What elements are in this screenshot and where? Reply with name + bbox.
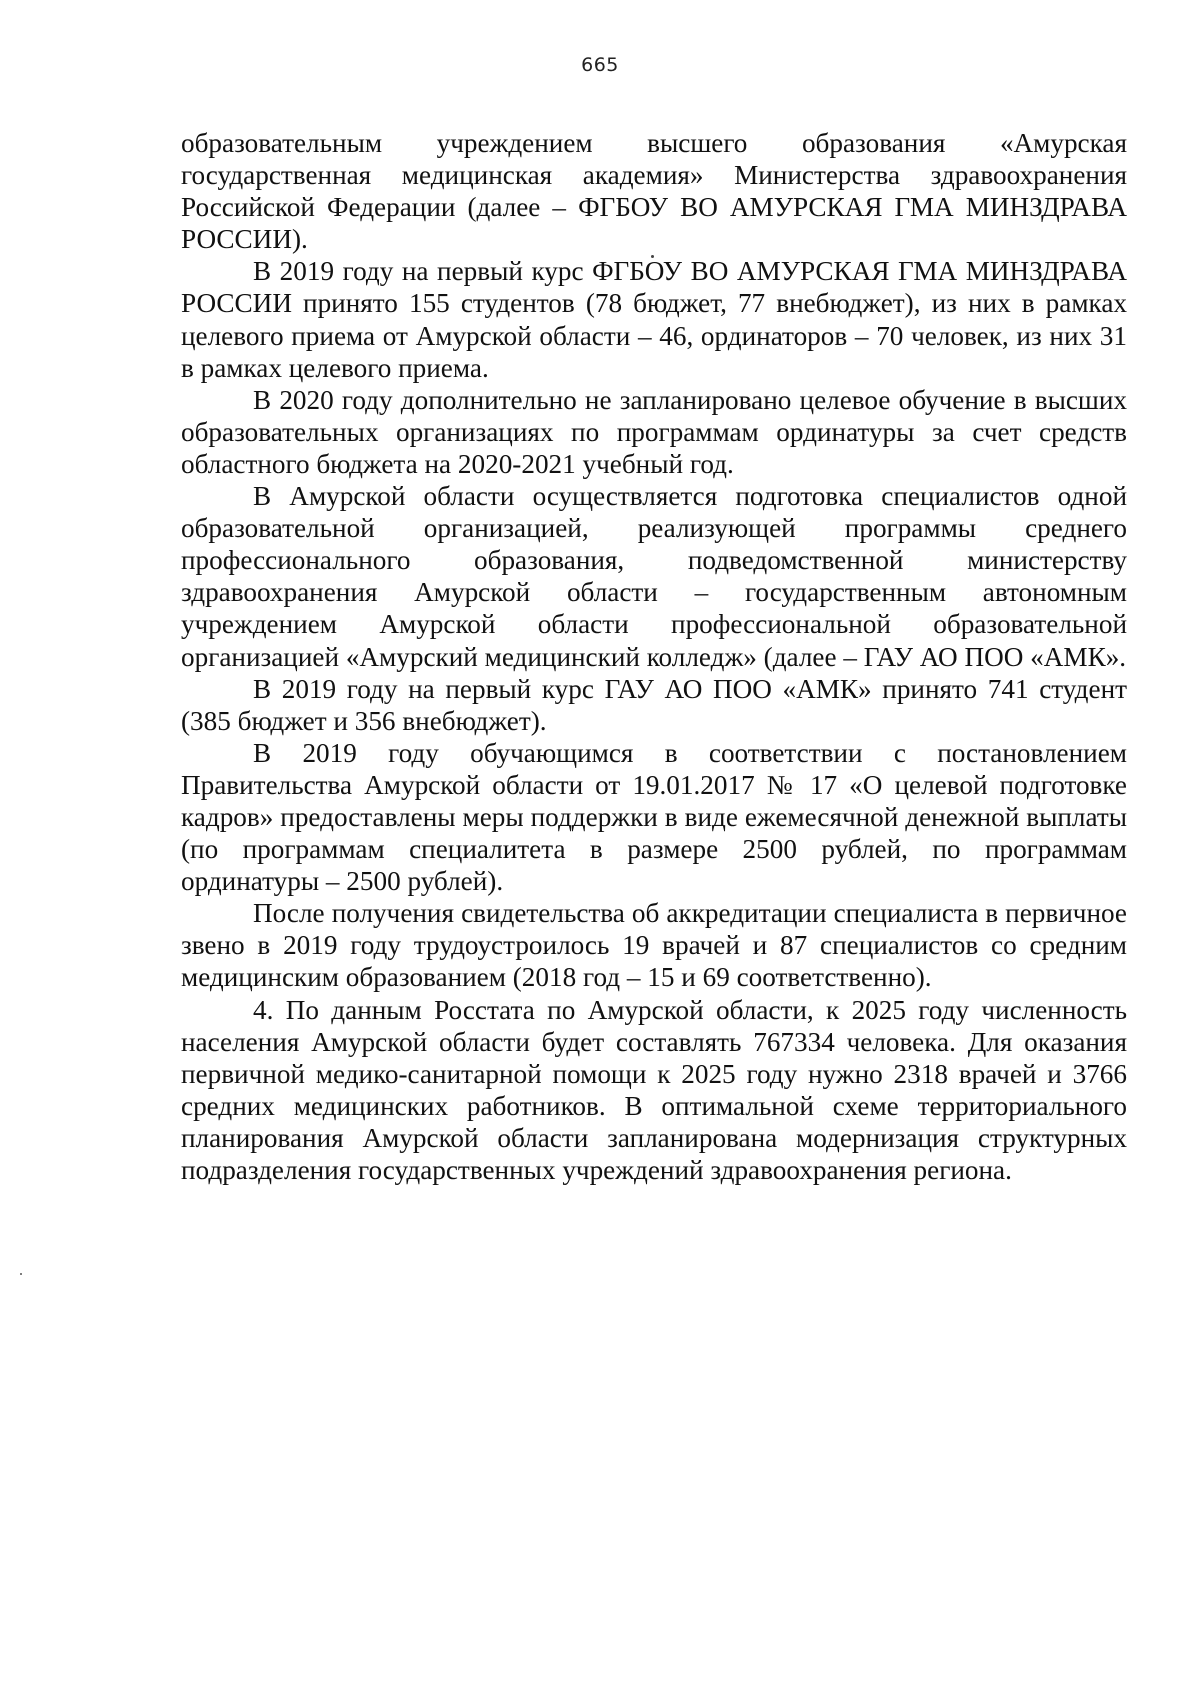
scan-speck [20, 1273, 22, 1275]
paragraph: После получения свидетельства об аккредитации специалиста в первичное звено в 2019 году трудоустроилось 19 врачей и 87 специалистов со средним медицинским образованием (2018 год – 15 и 69 соответственно). [181, 898, 1127, 993]
paragraph: В 2019 году на первый курс ФГБОУ ВО АМУРСКАЯ ГМА МИНЗДРАВА РОССИИ принято 155 студентов (78 бюджет, 77 внебюджет), из них в рамках целевого приема от Амурской области – 46, ординаторов – 70 человек, из них 31 в рамках целевого приема. [181, 256, 1127, 383]
page-number: 665 [581, 54, 619, 76]
paragraph: В 2020 году дополнительно не запланировано целевое обучение в высших образовательных организациях по программам ординатуры за счет средств областного бюджета на 2020-2021 учебный год. [181, 384, 1127, 479]
document-body [181, 127, 1127, 1186]
paragraph-continuation: образовательным учреждением высшего образования «Амурская государственная медицинская академия» Министерства здравоохранения Российской Федерации (далее – ФГБОУ ВО АМУРСКАЯ ГМА МИНЗДРАВА РОССИИ). [181, 128, 1127, 255]
paragraph: В Амурской области осуществляется подготовка специалистов одной образовательной организацией, реализующей программы среднего профессионального образования, подведомственной министерству здравоохранения Амурской области – государственным автономным учреждением Амурской области профессиональной образовательной организацией «Амурский медицинский колледж» (далее – ГАУ АО ПОО «АМК». [181, 481, 1127, 672]
paragraph: В 2019 году на первый курс ГАУ АО ПОО «АМК» принято 741 студент (385 бюджет и 356 внебюджет). [181, 673, 1127, 736]
paragraph: В 2019 году обучающимся в соответствии с постановлением Правительства Амурской области от 19.01.2017 № 17 «О целевой подготовке кадров» предоставлены меры поддержки в виде ежемесячной денежной выплаты (по программам специалитета в размере 2500 рублей, по программам ординатуры – 2500 рублей). [181, 737, 1127, 897]
paragraph: 4. По данным Росстата по Амурской области, к 2025 году численность населения Амурской области будет составлять 767334 человека. Для оказания первичной медико-санитарной помощи к 2025 году нужно 2318 врачей и 3766 средних медицинских работников. В оптимальной схеме территориального планирования Амурской области запланирована модернизация структурных подразделения государственных учреждений здравоохранения региона. [181, 994, 1127, 1185]
